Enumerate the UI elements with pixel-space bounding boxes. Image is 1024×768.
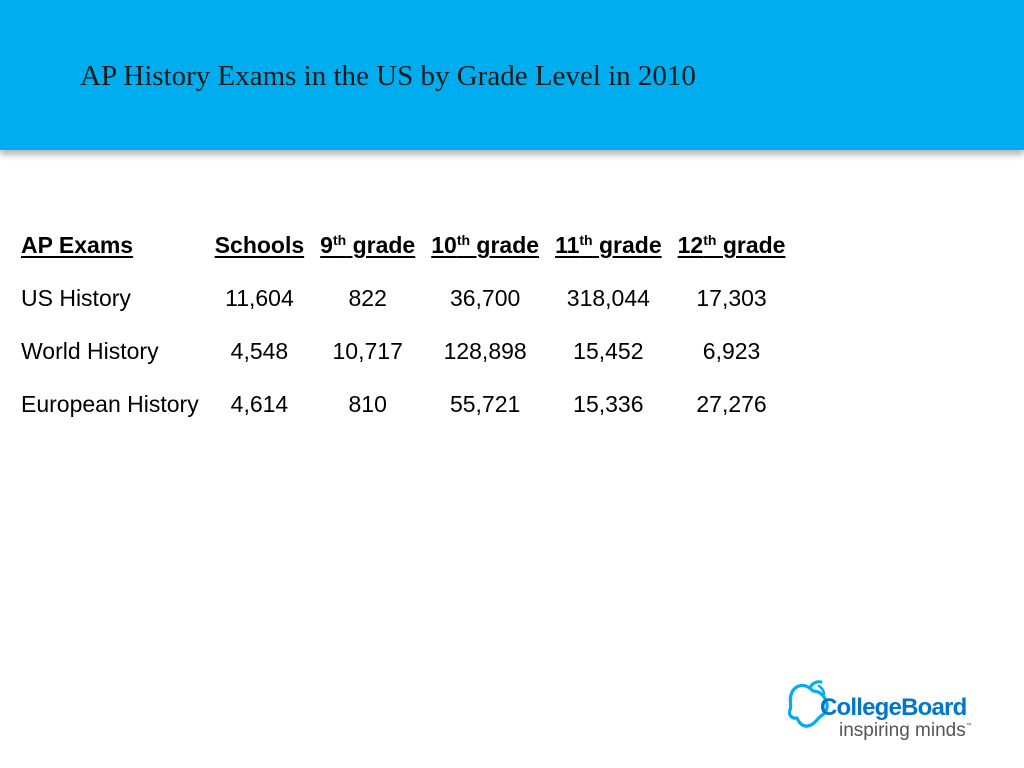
table-row <box>13 272 793 325</box>
table-header-row <box>13 219 793 272</box>
col-header-label: 11 <box>555 232 580 258</box>
cell-10th-grade: 36,700 <box>449 285 521 311</box>
col-header-sup: th <box>332 232 347 248</box>
col-header-12th <box>670 219 794 272</box>
col-header-11th <box>547 219 670 272</box>
col-header-exam <box>13 219 207 272</box>
col-header-label: 9 <box>320 232 333 258</box>
cell-12th-grade: 6,923 <box>702 338 761 364</box>
col-header-label: 10 <box>431 232 457 258</box>
slide-title: AP History Exams in the US by Grade Level in 2010 <box>80 60 696 92</box>
col-header-suffix: grade <box>470 232 540 258</box>
cell-12th-grade: 27,276 <box>696 391 767 417</box>
cell-9th-grade: 810 <box>348 391 387 417</box>
col-header-sup: th <box>456 232 471 248</box>
cell-schools: 4,614 <box>230 391 289 417</box>
cell-exam: World History <box>21 338 159 364</box>
cell-9th-grade: 822 <box>348 285 387 311</box>
col-header-10th <box>423 219 547 272</box>
col-header-suffix: grade <box>592 232 662 258</box>
col-header-sup: th <box>703 232 717 248</box>
col-header-sup: th <box>579 232 593 248</box>
table-row <box>13 378 793 431</box>
cell-10th-grade: 128,898 <box>443 338 527 364</box>
cell-exam: US History <box>21 285 131 311</box>
col-header-label: AP Exams <box>21 232 134 258</box>
trademark-mark: ™ <box>965 723 972 729</box>
col-header-suffix: grade <box>346 232 416 258</box>
logo-name: CollegeBoard <box>820 694 967 721</box>
title-banner <box>0 0 1024 150</box>
cell-exam: European History <box>21 391 199 417</box>
col-header-suffix: grade <box>716 232 786 258</box>
cell-12th-grade: 17,303 <box>696 285 767 311</box>
col-header-label: 12 <box>677 232 704 258</box>
col-header-label: Schools <box>214 232 305 258</box>
cell-schools: 11,604 <box>225 285 294 311</box>
cell-10th-grade: 55,721 <box>449 391 521 417</box>
cell-11th-grade: 15,336 <box>573 391 644 417</box>
logo-tagline-text: inspiring minds <box>839 720 966 741</box>
cell-11th-grade: 318,044 <box>566 285 650 311</box>
cell-9th-grade: 10,717 <box>332 338 403 364</box>
cell-11th-grade: 15,452 <box>573 338 644 364</box>
col-header-9th <box>312 219 423 272</box>
logo-tagline <box>839 720 972 742</box>
table-row <box>13 325 793 378</box>
cell-schools: 4,548 <box>230 338 289 364</box>
collegeboard-logo <box>786 676 986 748</box>
exam-table <box>13 219 793 431</box>
col-header-schools <box>207 219 312 272</box>
